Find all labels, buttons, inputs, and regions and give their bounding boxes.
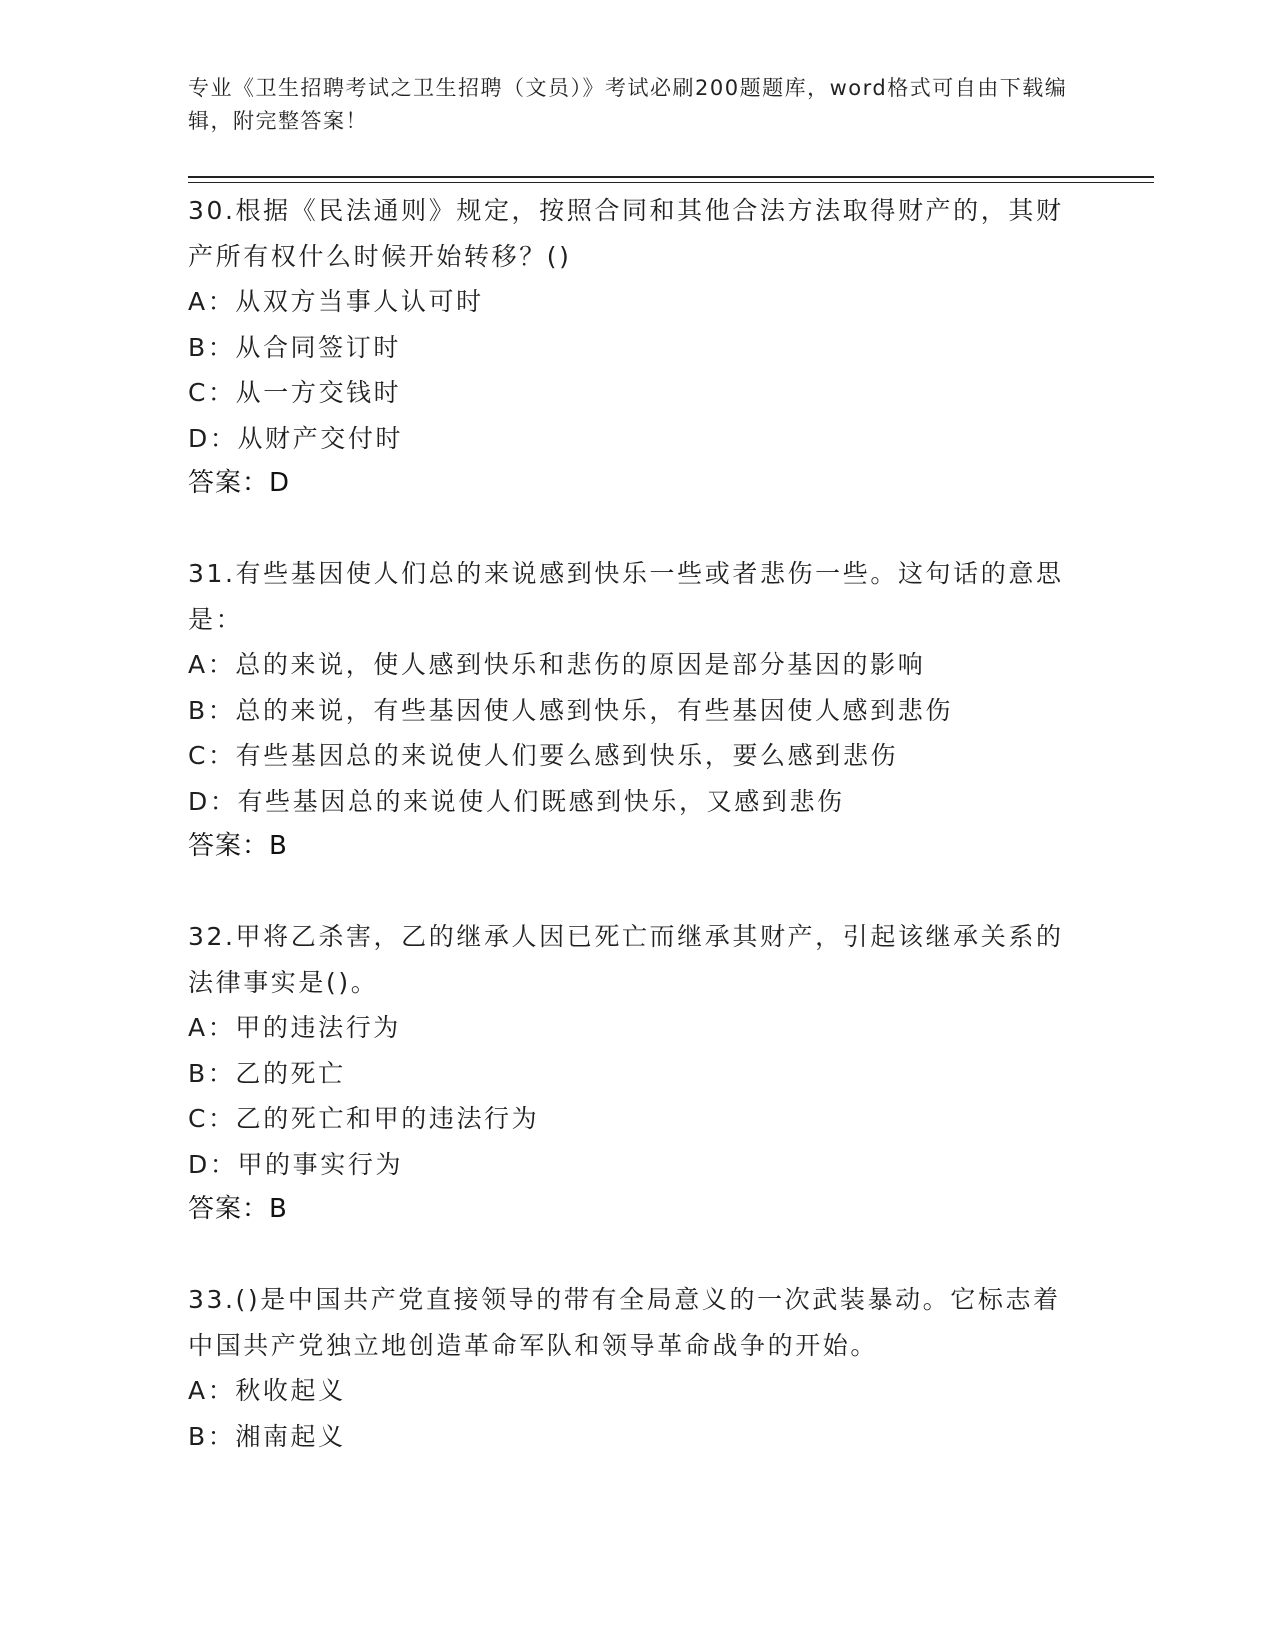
option-c: C：从一方交钱时 (188, 378, 402, 407)
answer: 答案：D (188, 468, 291, 498)
answer: 答案：B (188, 1194, 288, 1224)
question-stem: 32.甲将乙杀害，乙的继承人因已死亡而继承其财产，引起该继承关系的法律事实是()。 (188, 922, 1064, 997)
option-a: A：从双方当事人认可时 (188, 287, 484, 316)
spacer (188, 869, 1088, 914)
question-stem: 31.有些基因使人们总的来说感到快乐一些或者悲伤一些。这句话的意思是： (188, 559, 1064, 634)
option-d: D：有些基因总的来说使人们既感到快乐，又感到悲伤 (188, 786, 845, 816)
header-divider-thin (188, 182, 1154, 183)
option-b: B：从合同签订时 (188, 332, 401, 362)
question-stem: 33.()是中国共产党直接领导的带有全局意义的一次武装暴动。它标志着中国共产党独立地创造革命军队和领导革命战争的开始。 (188, 1285, 1061, 1360)
option-a: A：秋收起义 (188, 1376, 346, 1405)
option-b: B：湘南起义 (188, 1421, 346, 1451)
spacer (188, 506, 1088, 551)
option-d: D：从财产交付时 (188, 423, 404, 453)
option-b: B：总的来说，有些基因使人感到快乐，有些基因使人感到悲伤 (188, 695, 953, 725)
option-c: C：乙的死亡和甲的违法行为 (188, 1104, 540, 1133)
document-header: 专业《卫生招聘考试之卫生招聘（文员）》考试必刷200题题库，word格式可自由下载编辑，附完整答案！ (188, 76, 1068, 133)
option-b: B：乙的死亡 (188, 1058, 346, 1088)
question-31 (188, 551, 1088, 869)
answer: 答案：B (188, 831, 288, 861)
option-d: D：甲的事实行为 (188, 1149, 404, 1179)
question-30 (188, 188, 1088, 506)
spacer (188, 1232, 1088, 1277)
question-list (188, 188, 1088, 1459)
option-c: C：有些基因总的来说使人们要么感到快乐，要么感到悲伤 (188, 741, 899, 770)
option-a: A：总的来说，使人感到快乐和悲伤的原因是部分基因的影响 (188, 650, 926, 679)
header-divider-thick (188, 176, 1154, 178)
question-stem: 30.根据《民法通则》规定，按照合同和其他合法方法取得财产的，其财产所有权什么时候开始转移？() (188, 196, 1064, 271)
question-33 (188, 1277, 1088, 1459)
question-32 (188, 914, 1088, 1232)
option-a: A：甲的违法行为 (188, 1013, 401, 1042)
